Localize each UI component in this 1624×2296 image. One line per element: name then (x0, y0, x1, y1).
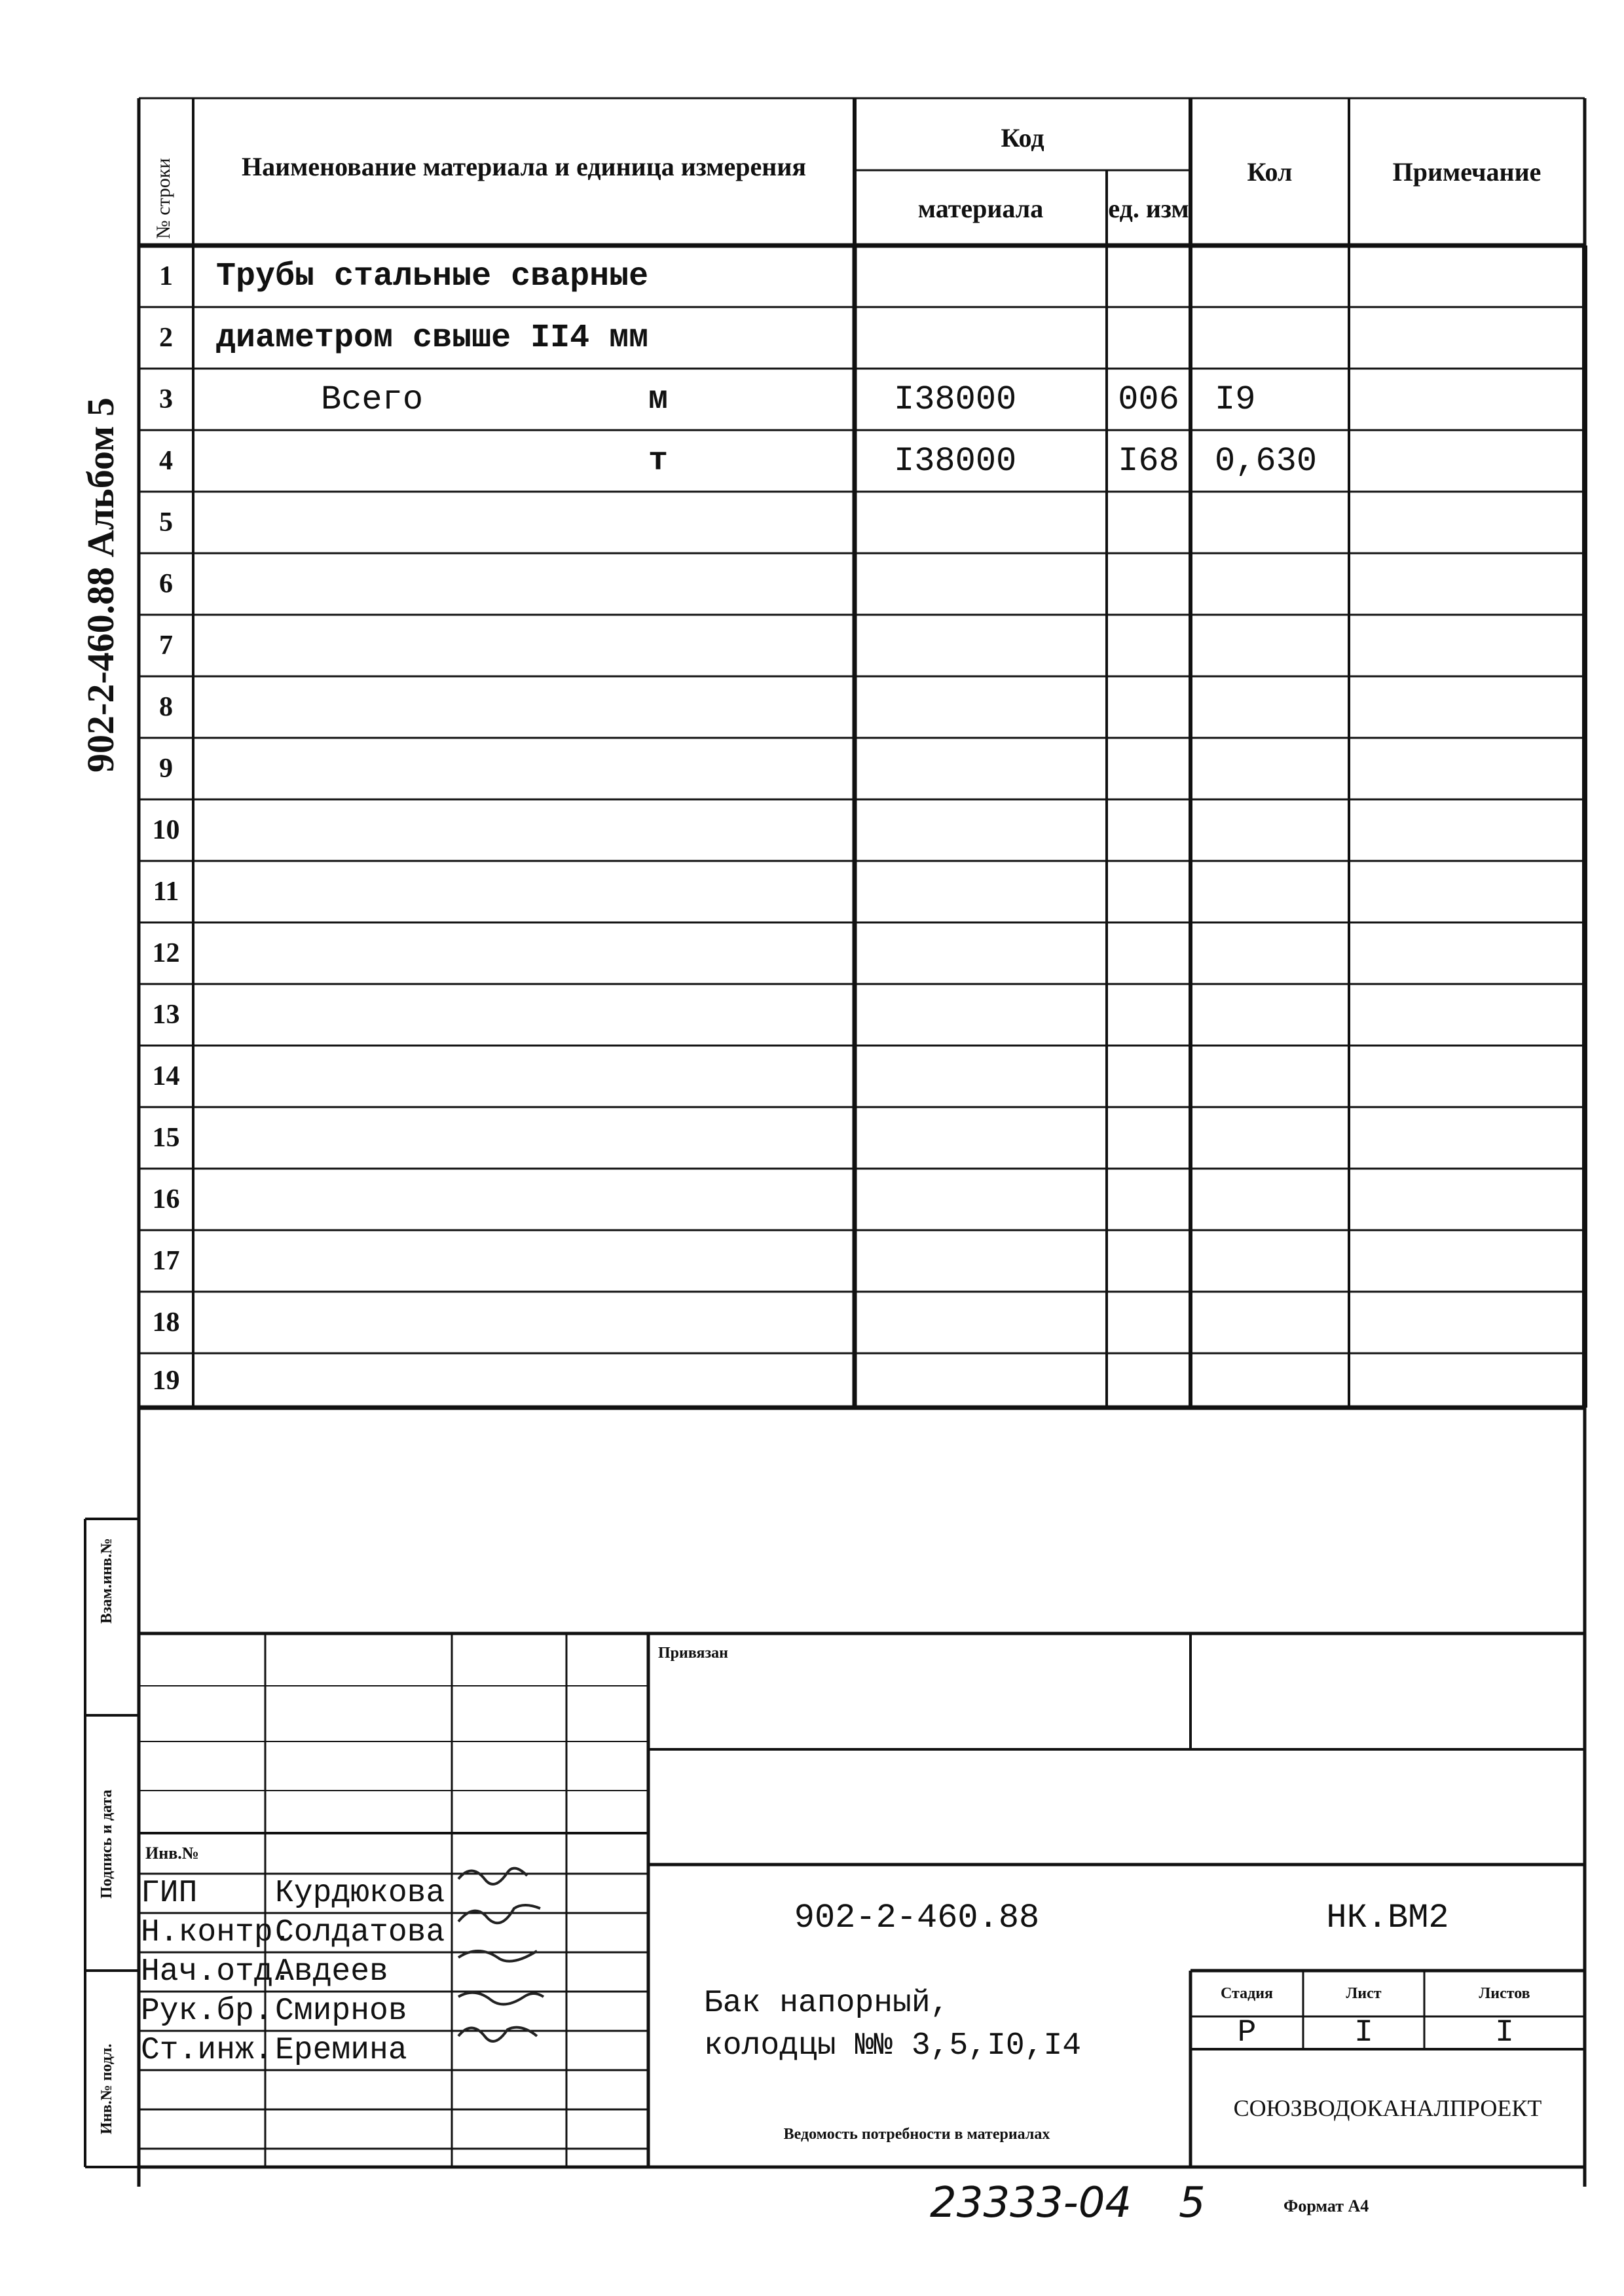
row-number: 3 (159, 384, 173, 414)
row-4-material-code: I38000 (894, 441, 1017, 481)
document-name: Ведомость потребности в материалах (783, 2126, 1050, 2143)
stage-value: Р (1237, 2015, 1257, 2050)
row-number: 15 (152, 1123, 180, 1153)
footer-page-number: 5 (1179, 2179, 1206, 2227)
row-number: 13 (152, 1000, 180, 1030)
row-number: 5 (159, 507, 173, 538)
signer-name: Еремина (275, 2033, 407, 2068)
document-mark: НК.ВМ2 (1326, 1898, 1449, 1937)
stamp-field-signature-date: Подпись и дата (98, 1789, 115, 1899)
row-number: 12 (152, 938, 180, 968)
row-4-unit: т (648, 442, 669, 480)
header-row-number: № строки (153, 158, 174, 239)
row-number: 8 (159, 692, 173, 722)
sheet-label: Лист (1346, 1984, 1382, 2002)
sheets-label: Листов (1479, 1984, 1530, 2002)
row-2-material-name: диаметром свыше II4 мм (216, 319, 649, 357)
row-number: 7 (159, 630, 173, 661)
signer-name: Смирнов (275, 1994, 407, 2029)
row-number: 18 (152, 1307, 180, 1338)
header-material-name: Наименование материала и единица измерения (241, 152, 807, 181)
organization-name: СОЮЗВОДОКАНАЛПРОЕКТ (1233, 2095, 1542, 2121)
signer-name: Солдатова (275, 1915, 445, 1950)
footer-doc-number: 23333-04 (930, 2179, 1132, 2227)
document-designation: 902-2-460.88 (794, 1898, 1040, 1937)
row-3-quantity: I9 (1215, 380, 1256, 419)
row-3-material-code: I38000 (894, 380, 1017, 419)
stage-label: Стадия (1220, 1984, 1274, 2002)
row-number: 4 (159, 446, 173, 476)
signer-role: Нач.отд. (141, 1954, 292, 1990)
object-name-line-1: Бак напорный, (704, 1986, 950, 2021)
stamp-field-replace-inv: Взам.инв.№ (98, 1538, 115, 1624)
sheet-value: I (1354, 2015, 1373, 2050)
row-number: 11 (153, 877, 179, 907)
footer-format: Формат А4 (1283, 2196, 1369, 2215)
row-3-unit: м (648, 380, 669, 418)
signer-name: Курдюкова (275, 1876, 445, 1911)
row-number: 1 (159, 261, 173, 291)
row-number: 10 (152, 815, 180, 845)
signer-role: Ст.инж. (141, 2033, 273, 2068)
row-1-material-name: Трубы стальные сварные (216, 257, 649, 295)
object-name-line-2: колодцы №№ 3,5,I0,I4 (704, 2028, 1082, 2064)
row-3-unit-code: 006 (1118, 380, 1179, 419)
header-code-material: материала (917, 194, 1044, 223)
signer-role: Рук.бр. (141, 1994, 273, 2029)
row-3-material-name: Всего (321, 380, 424, 419)
header-note: Примечание (1392, 157, 1541, 187)
signature-scribbles (458, 1868, 544, 2041)
signer-role: Н.контр. (141, 1915, 292, 1950)
row-number: 2 (159, 323, 173, 353)
row-number: 17 (152, 1246, 180, 1276)
row-number: 16 (152, 1184, 180, 1214)
row-number: 9 (159, 754, 173, 784)
album-label: 902-2-460.88 Альбом 5 (79, 397, 122, 773)
header-code: Код (1001, 122, 1044, 153)
row-4-unit-code: I68 (1118, 441, 1179, 481)
privyazan-label: Привязан (658, 1644, 728, 1662)
signer-role: ГИП (141, 1876, 198, 1911)
row-number: 14 (152, 1061, 180, 1091)
sheets-value: I (1495, 2015, 1514, 2050)
header-quantity: Кол (1247, 157, 1293, 187)
signer-name: Авдеев (275, 1954, 388, 1990)
header-code-unit: ед. изм (1108, 193, 1189, 223)
row-number: 6 (159, 569, 173, 599)
inv-number-label: Инв.№ (145, 1844, 199, 1863)
row-4-quantity: 0,630 (1215, 441, 1318, 481)
stamp-field-inv-original: Инв.№ подл. (98, 2043, 115, 2134)
row-number: 19 (152, 1365, 180, 1396)
